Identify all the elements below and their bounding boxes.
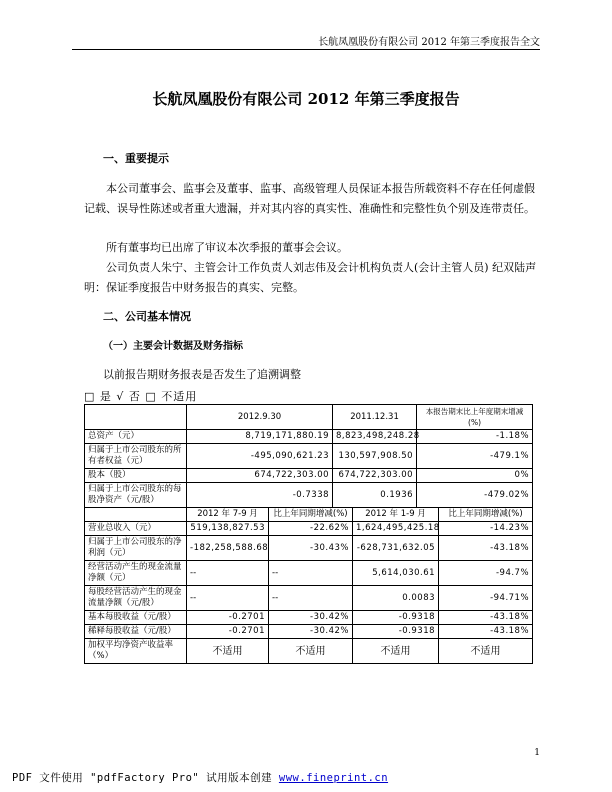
table-header-cell: 2012 年 1-9 月 (353, 508, 439, 522)
table-header-cell: 比上年同期增减(%) (439, 508, 533, 522)
paragraph-board-guarantee: 本公司董事会、监事会及董事、监事、高级管理人员保证本报告所载资料不存在任何虚假记载、误导性陈述或者重大遗漏，并对其内容的真实性、准确性和完整性负个别及连带责任。 (84, 182, 535, 215)
running-header: 长航凤凰股份有限公司 2012 年第三季度报告全文 (318, 37, 540, 48)
table-header-cell (85, 508, 187, 522)
row-label: 总资产（元） (85, 430, 187, 444)
row-label: 稀释每股收益（元/股） (85, 625, 187, 639)
table-row (85, 639, 533, 664)
table-cell: -0.9318 (353, 625, 439, 639)
table-cell: 8,823,498,248.28 (333, 430, 417, 444)
table-header-cell: 2011.12.31 (333, 405, 417, 430)
section-heading-company-info: 二、公司基本情况 (103, 310, 191, 323)
row-label: 营业总收入（元） (85, 522, 187, 536)
table-cell: -30.42% (269, 611, 353, 625)
table-header-cell: 本报告期末比上年度期末增减(%) (417, 405, 533, 430)
table-cell: 130,597,908.50 (333, 444, 417, 469)
table-row (85, 430, 533, 444)
table-cell: 674,722,303.00 (333, 469, 417, 483)
table-row (85, 469, 533, 483)
table-cell: 不适用 (439, 639, 533, 664)
table2-header-row (85, 508, 533, 522)
table-cell: -43.18% (439, 536, 533, 561)
table-header-cell: 比上年同期增减(%) (269, 508, 353, 522)
table-cell: 1,624,495,425.18 (353, 522, 439, 536)
table-cell: -- (187, 561, 269, 586)
retrospective-adjustment-question: 以前报告期财务报表是否发生了追溯调整 (103, 368, 301, 381)
table-cell: -43.18% (439, 611, 533, 625)
table-cell: 0.0083 (353, 586, 439, 611)
table-cell: -628,731,632.05 (353, 536, 439, 561)
row-label: 每股经营活动产生的现金流量净额（元/股） (85, 586, 187, 611)
table-cell: -495,090,621.23 (187, 444, 333, 469)
table-row (85, 522, 533, 536)
table-cell: -479.02% (417, 483, 533, 508)
table-row (85, 483, 533, 508)
table-cell: 5,614,030.61 (353, 561, 439, 586)
table-cell: 不适用 (187, 639, 269, 664)
table-cell: -182,258,588.68 (187, 536, 269, 561)
row-label: 经营活动产生的现金流量净额（元） (85, 561, 187, 586)
table-cell: -0.2701 (187, 611, 269, 625)
paragraph-responsible-persons: 公司负责人朱宁、主管会计工作负责人刘志伟及会计机构负责人(会计主管人员) 纪双陆声明：保证季度报告中财务报告的真实、完整。 (84, 261, 537, 294)
section-heading-important-notes: 一、重要提示 (103, 152, 169, 165)
paragraph-directors-attendance: 所有董事均已出席了审议本次季报的董事会会议。 (106, 241, 348, 254)
pdf-factory-footer (12, 770, 388, 785)
table-header-cell: 2012.9.30 (187, 405, 333, 430)
table-cell: 不适用 (353, 639, 439, 664)
table-cell: -30.42% (269, 625, 353, 639)
table-cell: 0.1936 (333, 483, 417, 508)
table-cell: -94.7% (439, 561, 533, 586)
report-title: 长航凤凰股份有限公司 2012 年第三季度报告 (152, 90, 460, 108)
table-cell: -0.2701 (187, 625, 269, 639)
table-row (85, 586, 533, 611)
table-cell: 0% (417, 469, 533, 483)
table-cell: -0.9318 (353, 611, 439, 625)
table-row (85, 611, 533, 625)
table-row (85, 625, 533, 639)
row-label: 归属于上市公司股东的净利润（元） (85, 536, 187, 561)
table-row (85, 444, 533, 469)
table-row (85, 561, 533, 586)
table-cell: -30.43% (269, 536, 353, 561)
table-cell: 不适用 (269, 639, 353, 664)
row-label: 归属于上市公司股东的每股净资产（元/股） (85, 483, 187, 508)
row-label: 加权平均净资产收益率（%） (85, 639, 187, 664)
table-row (85, 536, 533, 561)
row-label: 股本（股） (85, 469, 187, 483)
table-cell: -0.7338 (187, 483, 333, 508)
table-cell: -- (269, 586, 353, 611)
table-cell: -14.23% (439, 522, 533, 536)
header-rule (72, 49, 540, 50)
fineprint-link[interactable]: www.fineprint.cn (278, 772, 389, 784)
table-header-cell (85, 405, 187, 430)
subsection-heading-financial-data: （一）主要会计数据及财务指标 (103, 341, 243, 352)
retrospective-adjustment-options: □ 是 √ 否 □ 不适用 (84, 390, 198, 403)
table-cell: -1.18% (417, 430, 533, 444)
table-header-cell: 2012 年 7-9 月 (187, 508, 269, 522)
table1-header-row (85, 405, 533, 430)
table-cell: 8,719,171,880.19 (187, 430, 333, 444)
table-cell: 674,722,303.00 (187, 469, 333, 483)
financial-data-table (84, 404, 533, 664)
table-cell: -- (187, 586, 269, 611)
table-cell: -479.1% (417, 444, 533, 469)
table-cell: 519,138,827.53 (187, 522, 269, 536)
page-number: 1 (534, 748, 540, 758)
table-cell: -22.62% (269, 522, 353, 536)
table-cell: -43.18% (439, 625, 533, 639)
row-label: 归属于上市公司股东的所有者权益（元） (85, 444, 187, 469)
row-label: 基本每股收益（元/股） (85, 611, 187, 625)
table-cell: -94.71% (439, 586, 533, 611)
footer-text: PDF 文件使用 "pdfFactory Pro" 试用版本创建 (12, 772, 279, 784)
table-cell: -- (269, 561, 353, 586)
